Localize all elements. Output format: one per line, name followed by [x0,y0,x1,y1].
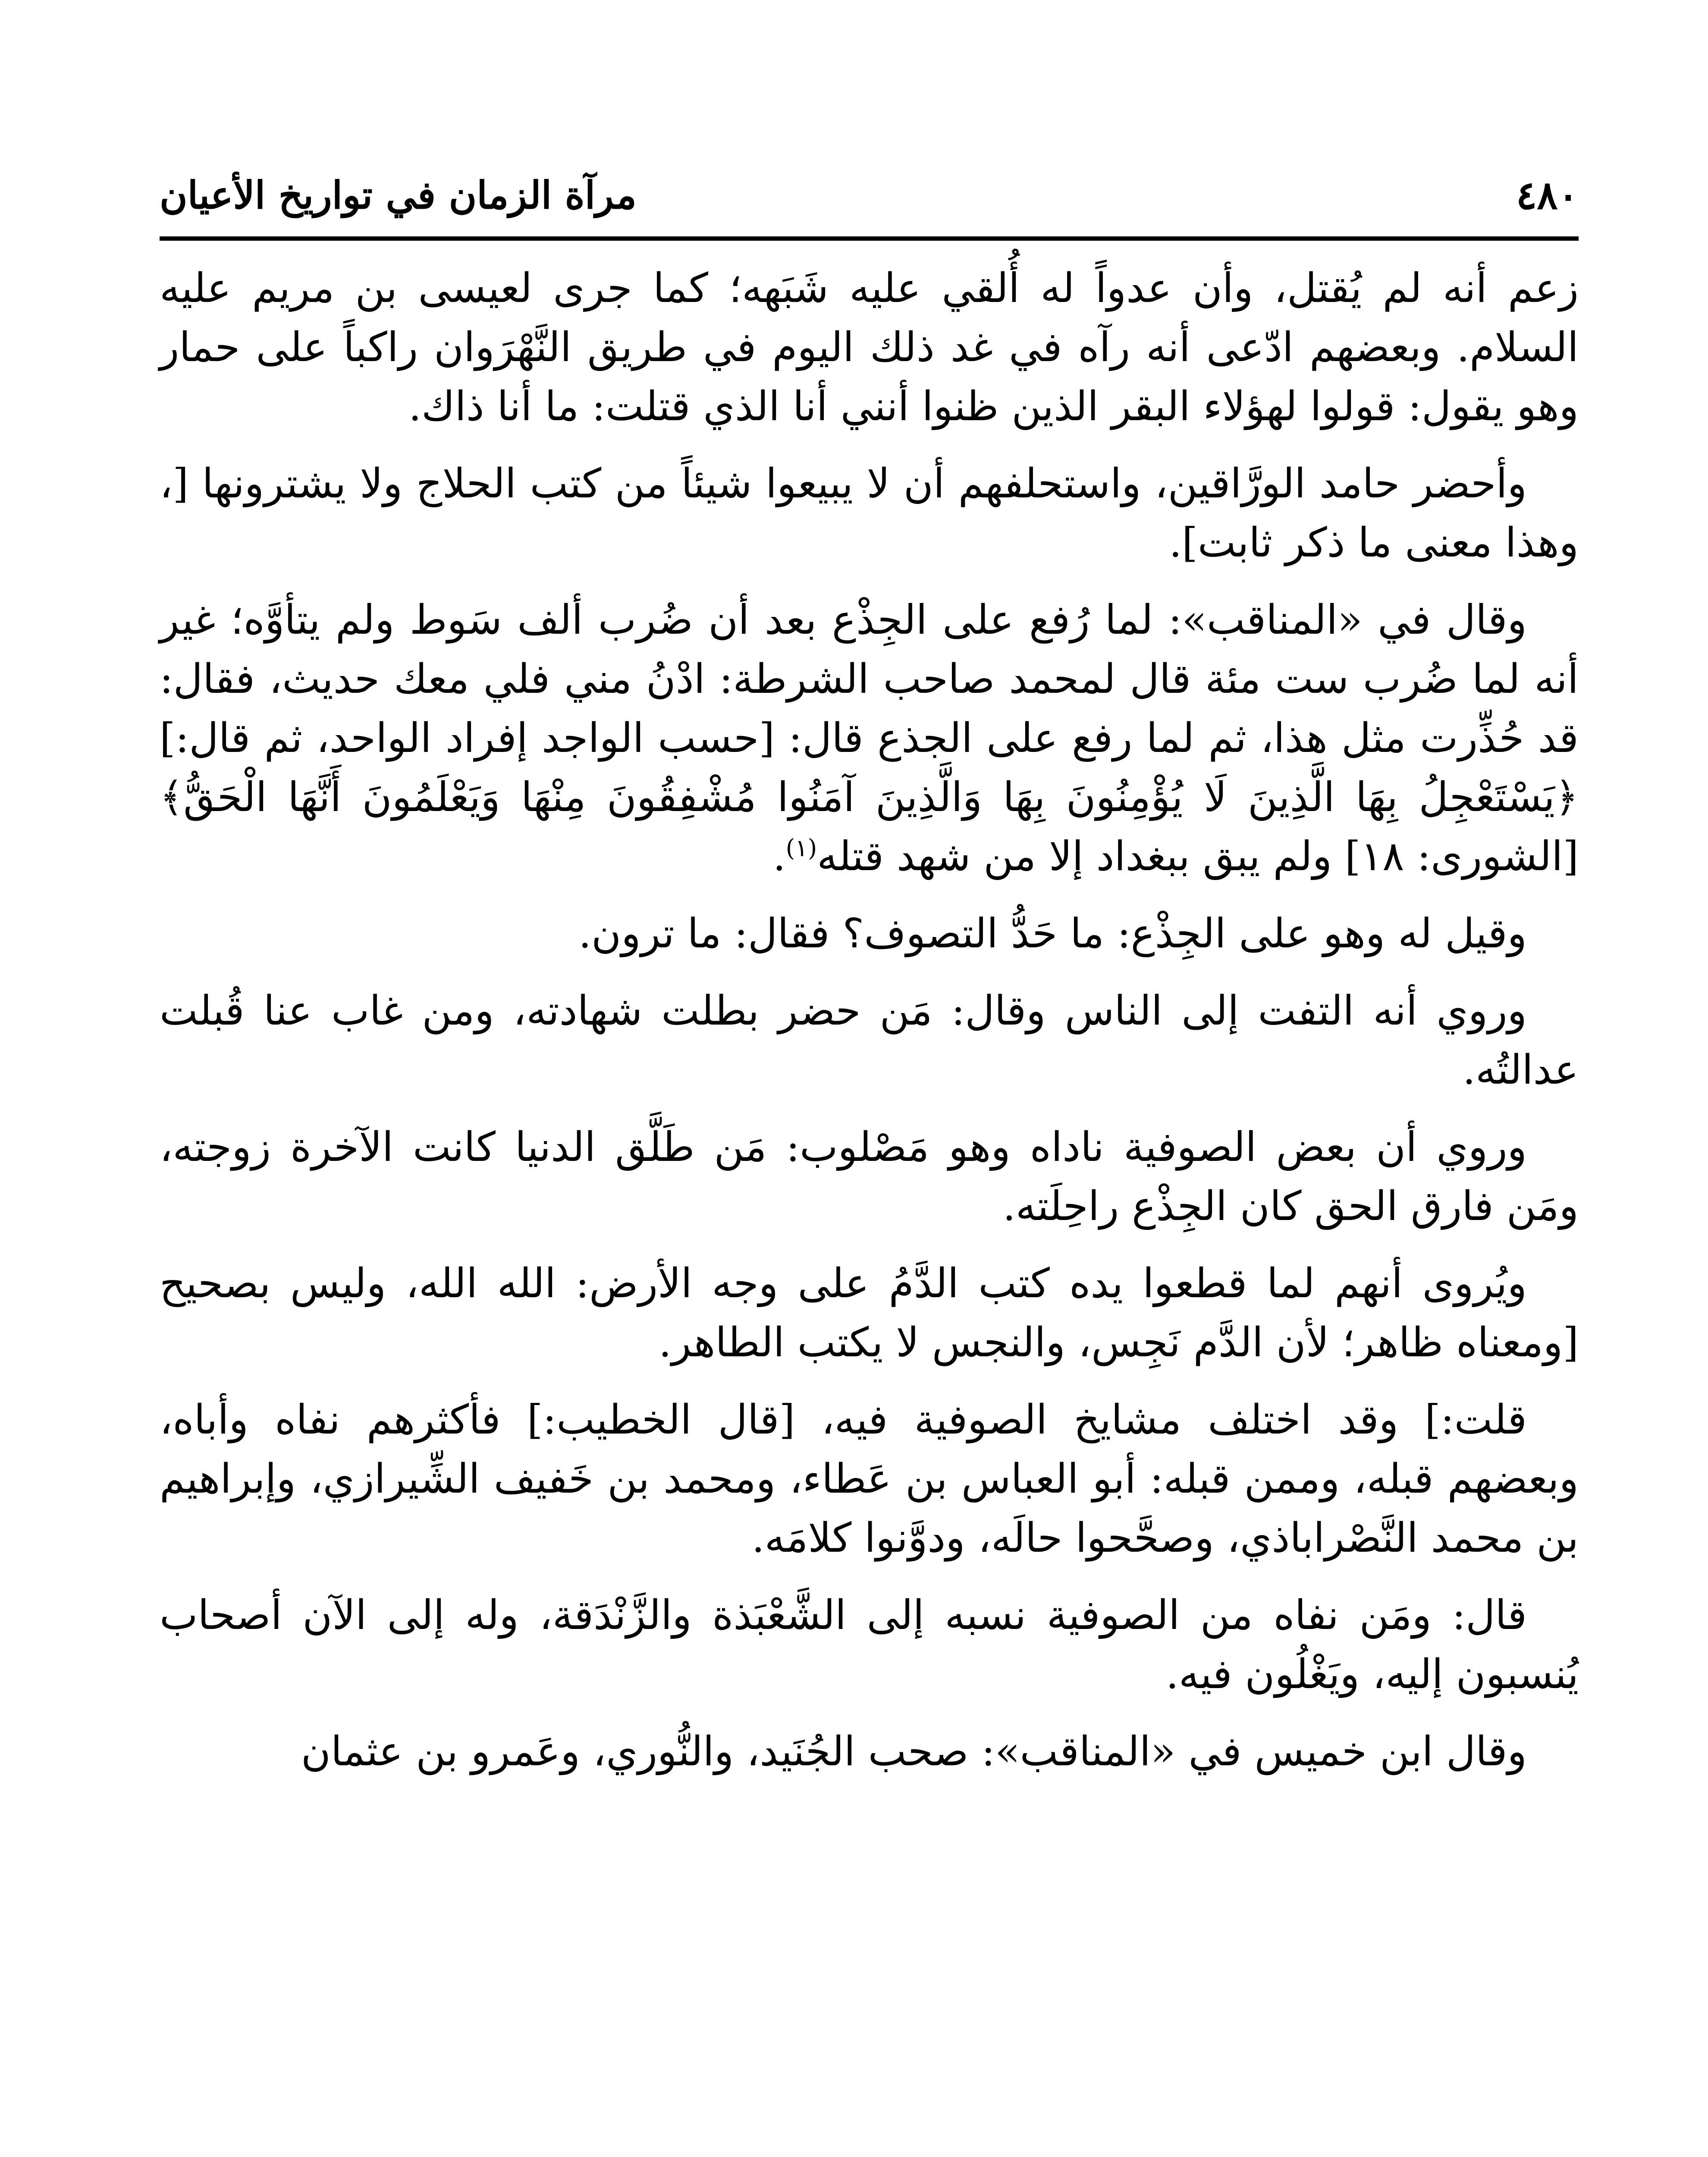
paragraph-10: وقال ابن خميس في «المناقب»: صحب الجُنَيد، والنُّوري، وعَمرو بن عثمان [301,1728,1527,1775]
paragraph-8: قلت:] وقد اختلف مشايخ الصوفية فيه، [قال الخطيب:] فأكثرهم نفاه وأباه، وبعضهم قبله، وممن قبله: أبو العباس بن عَطاء، ومحمد بن خَفيف الشِّيرازي، وإبراهيم بن محمد النَّصْراباذي، وصحَّحوا حالَه، ودوَّنوا كلامَه. [160,1396,1579,1562]
paragraph-2: وأحضر حامد الورَّاقين، واستحلفهم أن لا يبيعوا شيئاً من كتب الحلاج ولا يشترونها [، وهذا معنى ما ذكر ثابت]. [160,460,1579,566]
paragraph-6: وروي أن بعض الصوفية ناداه وهو مَصْلوب: مَن طَلَّق الدنيا كانت الآخرة زوجته، ومَن فارق الحق كان الجِذْع راحِلَته. [160,1124,1579,1230]
book-title: مرآة الزمان في تواريخ الأعيان [160,173,637,217]
paragraph-5: وروي أنه التفت إلى الناس وقال: مَن حضر بطلت شهادته، ومن غاب عنا قُبلت عدالتُه. [160,987,1579,1094]
header-divider [160,236,1579,241]
paragraph-9: قال: ومَن نفاه من الصوفية نسبه إلى الشَّعْبَذة والزَّنْدَقة، وله إلى الآن أصحاب يُنسبون إليه، ويَغْلُون فيه. [160,1592,1579,1698]
page-number: ٤٨٠ [1516,173,1579,218]
paragraph-3-text: وقال في «المناقب»: لما رُفع على الجِذْع بعد أن ضُرب ألف سَوط ولم يتأوَّه؛ غير أنه لما ضُرب ست مئة قال لمحمد صاحب الشرطة: ادْنُ مني فلي معك حديث، فقال: قد حُذِّرت مثل هذا، ثم لما رفع على الجذع قال: [حسب الواجد إفراد الواحد، ثم قال:] ﴿يَسْتَعْجِلُ بِهَا الَّذِينَ لَا يُؤْمِنُونَ بِهَا وَالَّذِينَ آمَنُوا مُشْفِقُونَ مِنْهَا وَيَعْلَمُونَ أَنَّهَا الْحَقُّ﴾ [الشورى: ١٨] ولم يبق ببغداد إلا من شهد قتله [160,597,1579,880]
page-header [160,155,1579,229]
paragraph-4: وقيل له وهو على الجِذْع: ما حَدُّ التصوف؟ فقال: ما ترون. [578,910,1527,957]
paragraph-1: زعم أنه لم يُقتل، وأن عدواً له أُلقي عليه شَبَهه؛ كما جرى لعيسى بن مريم عليه السلام. وبعضهم ادّعى أنه رآه في غد ذلك اليوم في طريق النَّهْرَوان راكباً على حمار وهو يقول: قولوا لهؤلاء البقر الذين ظنوا أنني أنا الذي قتلت: ما أنا ذاك. [160,265,1579,430]
main-text [160,259,1579,1799]
paragraph-7: ويُروى أنهم لما قطعوا يده كتب الدَّمُ على وجه الأرض: الله الله، وليس بصحيح [ومعناه ظاهر؛ لأن الدَّم نَجِس، والنجس لا يكتب الطاهر. [160,1260,1579,1366]
paragraph-3: وقال في «المناقب»: لما رُفع على الجِذْع بعد أن ضُرب ألف سَوط ولم يتأوَّه؛ غير أنه لما ضُرب ست مئة قال لمحمد صاحب الشرطة: ادْنُ مني فلي معك حديث، فقال: قد حُذِّرت مثل هذا، ثم لما رفع على الجذع قال: [حسب الواجد إفراد الواحد، ثم قال:] ﴿يَسْتَعْجِلُ بِهَا الَّذِينَ لَا يُؤْمِنُونَ بِهَا وَالَّذِينَ آمَنُوا مُشْفِقُونَ مِنْهَا وَيَعْلَمُونَ أَنَّهَا الْحَقُّ﴾ [الشورى: ١٨] ولم يبق ببغداد إلا من شهد قتله$^{(١)}$. [160,597,1579,880]
footnote-reference: (١) [785,834,817,862]
